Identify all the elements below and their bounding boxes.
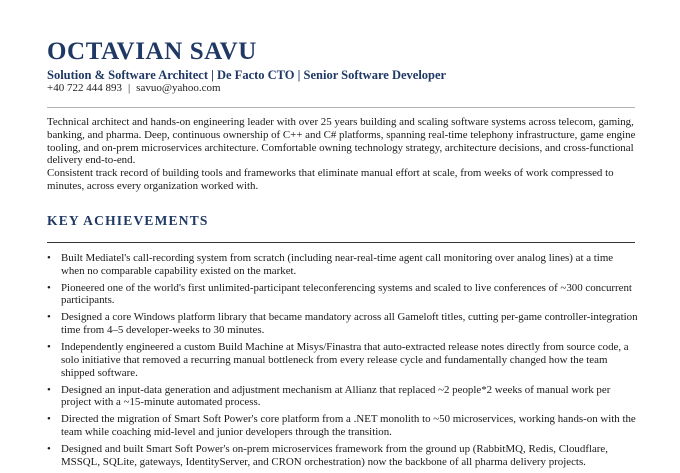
bullet-icon: • xyxy=(47,442,51,455)
header-divider xyxy=(47,107,635,108)
phone-number: +40 722 444 893 xyxy=(47,82,122,94)
section-divider xyxy=(47,242,635,243)
list-item xyxy=(47,252,639,278)
professional-summary xyxy=(47,116,639,193)
achievements-list xyxy=(47,252,639,473)
bullet-icon: • xyxy=(47,383,51,396)
list-item xyxy=(47,413,639,439)
list-item xyxy=(47,384,639,410)
summary-paragraph: Technical architect and hands-on engineering leader with over 25 years building and scaling software systems across telecom, gaming, banking, and pharma. Deep, continuous ownership of C++ and C# platforms, spanning real-time telephony infrastructure, game engine tooling, and on-prem microservices architecture. Comfortable owning technology strategy, architecture decisions, and cross-functional delivery end-to-end. xyxy=(47,116,636,167)
list-item xyxy=(47,282,639,308)
bullet-icon: • xyxy=(47,341,51,354)
list-item xyxy=(47,443,639,469)
achievement-text: Built Mediatel's call-recording system from scratch (including near-real-time agent call monitoring over analog lines) at a time when no comparable capability existed on the market. xyxy=(61,252,614,277)
achievement-text: Designed an input-data generation and adjustment mechanism at Allianz that replaced ~2 people*2 weeks of manual work per project with a ~15-minute automated process. xyxy=(61,383,611,409)
section-heading-key-achievements: KEY ACHIEVEMENTS xyxy=(47,213,209,228)
achievement-text: Designed a core Windows platform library that became mandatory across all Gameloft titles, cutting per-game controller-integration time from 4–5 developer-weeks to 30 minutes. xyxy=(61,311,638,337)
list-item xyxy=(47,341,639,379)
bullet-icon: • xyxy=(47,413,51,426)
contact-separator: | xyxy=(127,82,131,94)
candidate-name: OCTAVIAN SAVU xyxy=(47,38,257,65)
email-address[interactable]: savuo@yahoo.com xyxy=(136,82,221,94)
list-item xyxy=(47,311,639,337)
bullet-icon: • xyxy=(47,281,51,294)
bullet-icon: • xyxy=(47,311,51,324)
professional-title: Solution & Software Architect | De Facto CTO | Senior Software Developer xyxy=(47,68,447,82)
achievement-text: Designed and built Smart Soft Power's on-prem microservices framework from the ground up (RabbitMQ, Redis, Cloudflare, MSSQL, SQLite, gateways, IdentityServer, and CRON orchestration) now the backbone of all pharma delivery projects. xyxy=(61,442,608,468)
achievement-text: Directed the migration of Smart Soft Power's core platform from a .NET monolith to ~50 microservices, working hands-on with the team while coaching mid-level and junior developers through the transition. xyxy=(61,413,636,439)
contact-line xyxy=(47,82,221,95)
summary-paragraph: Consistent track record of building tools and frameworks that eliminate manual effort at scale, from weeks of work compressed to minutes, across every organization worked with. xyxy=(47,167,614,192)
achievement-text: Pioneered one of the world's first unlimited-participant teleconferencing systems and scaled to live conferences of ~300 concurrent participants. xyxy=(61,281,632,307)
achievement-text: Independently engineered a custom Build Machine at Misys/Finastra that auto-extracted release notes directly from source code, a solo initiative that removed a recurring manual bottleneck from every release cycle and fundamentally changed how the team shipped software. xyxy=(61,341,629,379)
bullet-icon: • xyxy=(47,252,51,264)
